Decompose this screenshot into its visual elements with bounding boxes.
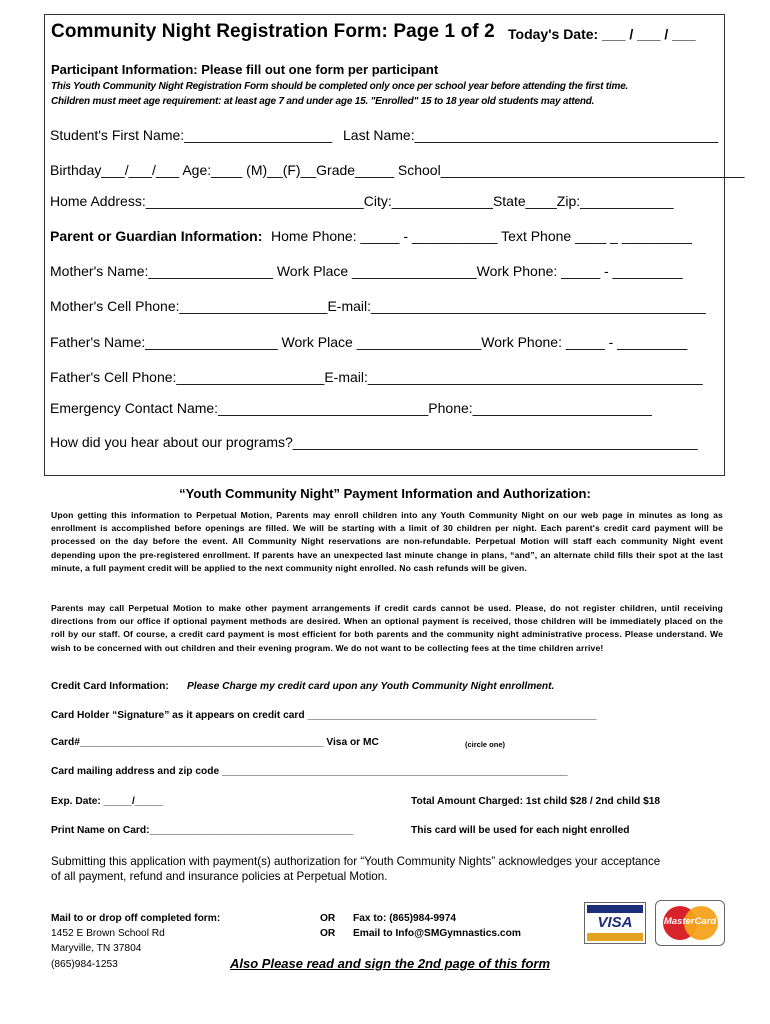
acknowledgement-line-1: Submitting this application with payment(s) authorization for “Youth Community Nights” acknowledges your acceptance: [51, 855, 661, 868]
mail-city: Maryville, TN 37804: [51, 943, 142, 954]
circle-one-note: (circle one): [465, 740, 506, 749]
father-cell-field[interactable]: Father's Cell Phone:___________________E-mail:___________________________________________: [50, 369, 703, 385]
participant-note-1: This Youth Community Night Registration Form should be completed only once per school year before attending the first time.: [51, 81, 629, 92]
total-amount-charged: Total Amount Charged: 1st child $28 / 2nd child $18: [411, 796, 661, 807]
payment-paragraph-2: Parents may call Perpetual Motion to make other payment arrangements if credit cards cannot be used. Please, do not register children, until receiving directions from our office if optional payment methods are desired. When an optional payment is received, those children will be immediately placed on the roll by our staff. Of course, a credit card payment is most efficient for both parents and the community night administrative process. Please understand. We wish to be concerned with out children and their evening program. We do not want to be collecting fees at the time children arrive!: [51, 603, 723, 653]
birthday-age-school-field[interactable]: Birthday___/___/___ Age:____ (M)__(F)__Grade_____ School_______________________________________: [50, 162, 745, 178]
visa-logo-text: VISA: [597, 914, 633, 931]
card-mailing-address-field[interactable]: Card mailing address and zip code _____________________________________________________________: [51, 766, 568, 777]
card-number-field[interactable]: Card#___________________________________________ Visa or MC: [51, 737, 379, 748]
or-label-2: OR: [320, 928, 336, 939]
or-label-1: OR: [320, 913, 336, 924]
home-address-field[interactable]: Home Address:____________________________City:_____________State____Zip:____________: [50, 193, 674, 209]
card-holder-signature-field[interactable]: Card Holder “Signature” as it appears on credit card ___________________________________________________: [51, 710, 597, 721]
credit-card-instruction: Please Charge my credit card upon any Youth Community Night enrollment.: [187, 681, 555, 692]
home-phone-field[interactable]: Home Phone: _____ - ___________ Text Phone ____ _ _________: [271, 228, 692, 244]
mail-street: 1452 E Brown School Rd: [51, 928, 165, 939]
payment-heading: “Youth Community Night” Payment Information and Authorization:: [179, 486, 591, 501]
email-address: Email to Info@SMGymnastics.com: [353, 928, 521, 939]
student-last-name-field[interactable]: Last Name:_______________________________________: [343, 127, 719, 143]
participant-note-2: Children must meet age requirement: at least age 7 and under age 15. "Enrolled" 15 to 18 year old students may attend.: [51, 96, 595, 107]
guardian-heading: Parent or Guardian Information:: [50, 228, 263, 244]
payment-paragraph-1: Upon getting this information to Perpetual Motion, Parents may enroll children into any Youth Community Night on our web page in minutes as long as enrollment is accomplished before openings are filled. We will be starting with a limit of 30 children per night. Each parent's credit card payment will be processed on the day before the event. All Community Night reservations are non-refundable. Perpetual Motion will staff each community Night event depending upon the pre-registered enrollment. If parents have an unexpected last minute change in plans, “and”, an alternate child fills their spot at the last minute, a full payment credit will be applied to the next community night enrolled. No cash refunds will be given.: [51, 510, 723, 573]
student-first-name-field[interactable]: Student's First Name:___________________: [50, 127, 333, 143]
visa-logo: [584, 902, 646, 944]
participant-heading: Participant Information: Please fill out one form per participant: [51, 62, 439, 77]
mother-cell-field[interactable]: Mother's Cell Phone:___________________E-mail:___________________________________________: [50, 298, 706, 314]
footer-page2-notice: Also Please read and sign the 2nd page of this form: [230, 956, 551, 971]
mastercard-logo: [655, 900, 725, 946]
office-phone: (865)984-1253: [51, 959, 118, 970]
credit-card-label: Credit Card Information:: [51, 681, 169, 692]
emergency-contact-field[interactable]: Emergency Contact Name:___________________________Phone:_______________________: [50, 400, 652, 416]
mail-heading: Mail to or drop off completed form:: [51, 913, 221, 924]
mother-name-field[interactable]: Mother's Name:________________ Work Place ________________Work Phone: _____ - _________: [50, 263, 683, 279]
print-name-field[interactable]: Print Name on Card:____________________________________: [51, 825, 354, 836]
todays-date-field[interactable]: Today's Date: ___ / ___ / ___: [508, 26, 696, 42]
expiration-date-field[interactable]: Exp. Date: _____/_____: [51, 796, 164, 807]
fax-number: Fax to: (865)984-9974: [353, 913, 457, 924]
father-name-field[interactable]: Father's Name:_________________ Work Place ________________Work Phone: _____ - _________: [50, 334, 688, 350]
form-title: Community Night Registration Form: Page 1 of 2: [51, 21, 495, 42]
how-heard-field[interactable]: How did you hear about our programs?____________________________________________________: [50, 434, 698, 450]
mastercard-logo-text: MasterCard: [663, 916, 717, 927]
acknowledgement-line-2: of all payment, refund and insurance policies at Perpetual Motion.: [51, 870, 388, 883]
card-use-note: This card will be used for each night enrolled: [411, 825, 630, 836]
